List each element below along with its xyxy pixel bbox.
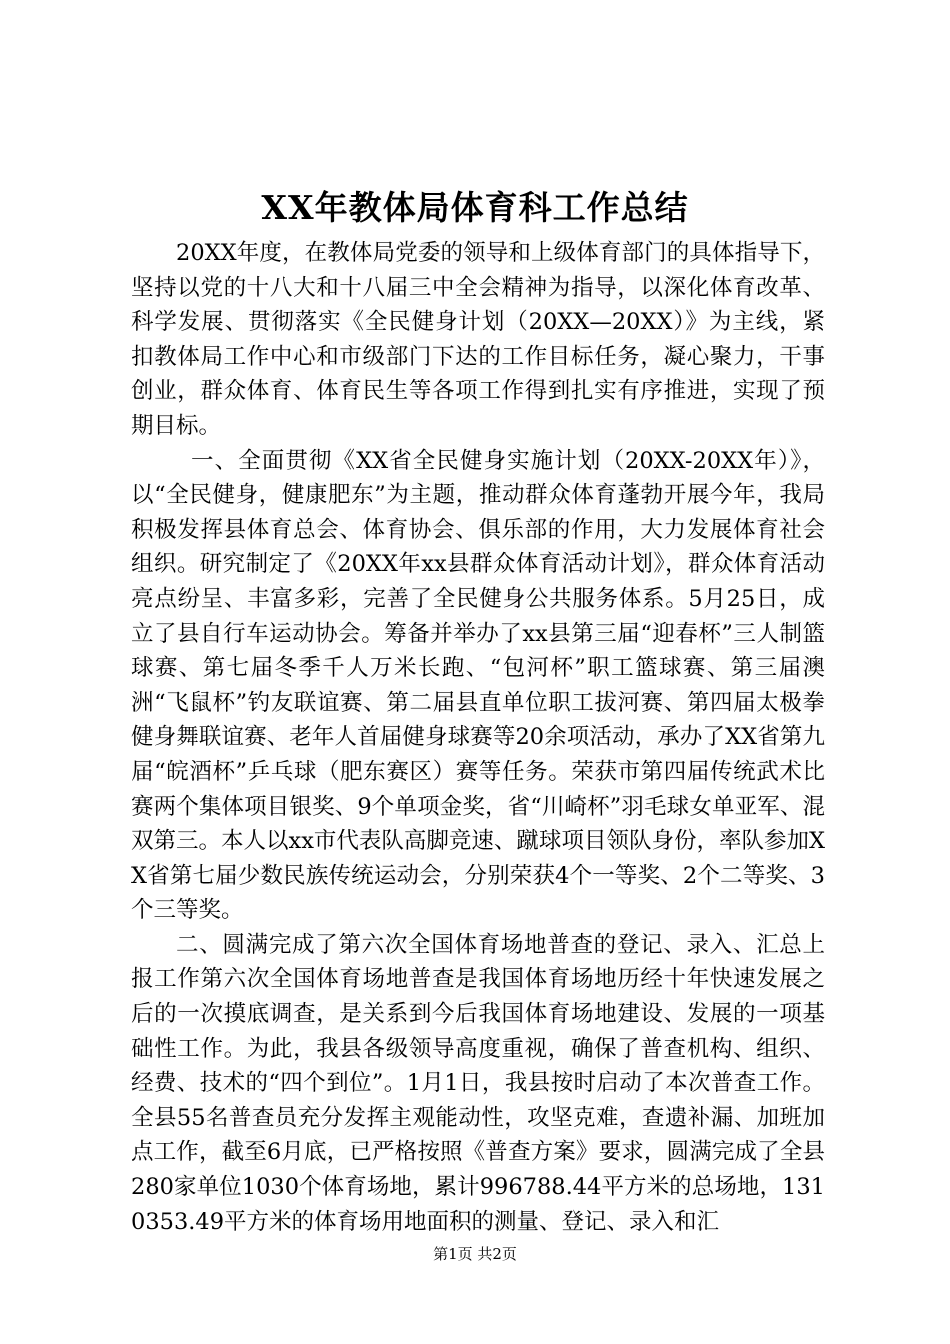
- paragraph-section-two: 二、圆满完成了第六次全国体育场地普查的登记、录入、汇总上报工作第六次全国体育场地普查是我国体育场地历经十年快速发展之后的一次摸底调查，是关系到今后我国体育场地建设、发展的一项基础性工作。为此，我县各级领导高度重视，确保了普查机构、组织、经费、技术的“四个到位”。1月1日，我县按时启动了本次普查工作。全县55名普查员充分发挥主观能动性，攻坚克难，查遗补漏、加班加点工作，截至6月底，已严格按照《普查方案》要求，圆满完成了全县280家单位1030个体育场地，累计996788.44平方米的总场地，1310353.49平方米的体育场用地面积的测量、登记、录入和汇: [131, 931, 825, 1235]
- paragraph-section-one: 一、全面贯彻《XX省全民健身实施计划（20XX-20XX年）》，以“全民健身，健康肥东”为主题，推动群众体育蓬勃开展今年，我局积极发挥县体育总会、体育协会、俱乐部的作用，大力发展体育社会组织。研究制定了《20XX年xx县群众体育活动计划》，群众体育活动亮点纷呈、丰富多彩，完善了全民健身公共服务体系。5月25日，成立了县自行车运动协会。筹备并举办了xx县第三届“迎春杯”三人制篮球赛、第七届冬季千人万米长跑、“包河杯”职工篮球赛、第三届澳洲“飞鼠杯”钓友联谊赛、第二届县直单位职工拔河赛、第四届太极拳健身舞联谊赛、老年人首届健身球赛等20余项活动，承办了XX省第九届“皖酒杯”乒乓球（肥东赛区）赛等任务。荣获市第四届传统武术比赛两个集体项目银奖、9个单项金奖，省“川崎杯”羽毛球女单亚军、混双第三。本人以xx市代表队高脚竞速、蹴球项目领队身份，率队参加XX省第七届少数民族传统运动会，分别荣获4个一等奖、2个二等奖、3个三等奖。: [131, 447, 825, 924]
- page-footer: 第1页 共2页: [433, 1245, 517, 1263]
- document-body: [131, 236, 825, 1239]
- paragraph-intro: 20XX年度，在教体局党委的领导和上级体育部门的具体指导下，坚持以党的十八大和十八届三中全会精神为指导，以深化体育改革、科学发展、贯彻落实《全民健身计划（20XX—20XX）》为主线，紧扣教体局工作中心和市级部门下达的工作目标任务，凝心聚力，干事创业，群众体育、体育民生等各项工作得到扎实有序推进，实现了预期目标。: [131, 240, 825, 439]
- document-title: XX年教体局体育科工作总结: [261, 188, 689, 227]
